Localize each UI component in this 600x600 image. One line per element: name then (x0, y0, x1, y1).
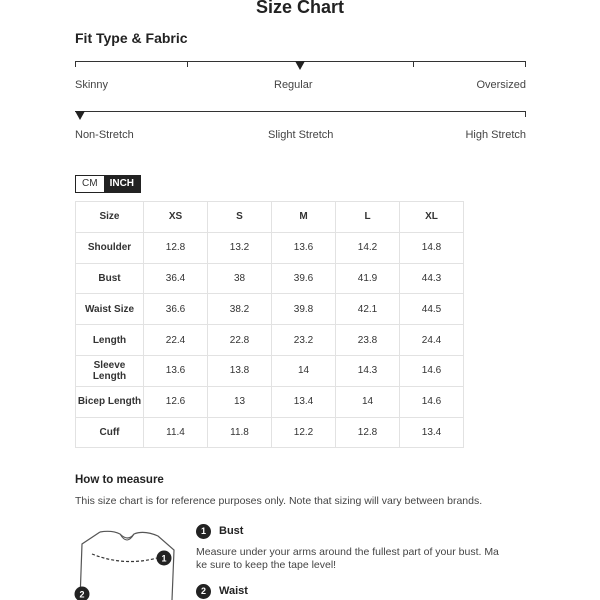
fit-type-tick (413, 61, 414, 67)
table-cell: 14.2 (336, 232, 400, 263)
table-cell: 23.8 (336, 325, 400, 356)
table-row (76, 232, 464, 263)
how-to-measure-title: How to measure (75, 474, 164, 486)
table-row (76, 386, 464, 417)
table-row (76, 325, 464, 356)
unit-toggle (75, 175, 141, 193)
table-cell: 13 (208, 386, 272, 417)
table-row-label: Bust (76, 263, 144, 294)
table-row (76, 417, 464, 448)
fit-type-label-oversized: Oversized (476, 79, 526, 91)
step-1-description: Measure under your arms around the fullest part of your bust. Make sure to keep the tape level! (196, 546, 499, 571)
table-row-label: Cuff (76, 417, 144, 448)
table-row-label: Bicep Length (76, 386, 144, 417)
how-to-measure-note: This size chart is for reference purposes only. Note that sizing will vary between brands. (75, 495, 483, 507)
table-header-cell: S (208, 202, 272, 233)
table-row (76, 263, 464, 294)
table-row (76, 294, 464, 325)
unit-inch-button[interactable]: INCH (104, 176, 140, 192)
table-cell: 38 (208, 263, 272, 294)
table-cell: 13.8 (208, 355, 272, 386)
step-2-badge: 2 (196, 584, 211, 599)
table-cell: 14.3 (336, 355, 400, 386)
table-cell: 12.8 (336, 417, 400, 448)
stretch-label-high: High Stretch (465, 129, 526, 141)
table-cell: 41.9 (336, 263, 400, 294)
table-cell: 11.4 (144, 417, 208, 448)
bust-marker-number: 1 (161, 553, 167, 564)
table-cell: 14 (272, 355, 336, 386)
table-cell: 36.6 (144, 294, 208, 325)
stretch-line (75, 111, 526, 112)
stretch-marker-icon (75, 111, 85, 120)
table-cell: 39.6 (272, 263, 336, 294)
table-cell: 22.8 (208, 325, 272, 356)
unit-cm-button[interactable]: CM (76, 176, 104, 192)
table-cell: 14.6 (400, 355, 464, 386)
table-row-label: Waist Size (76, 294, 144, 325)
waist-marker-number: 2 (79, 589, 85, 600)
step-2-title: Waist (219, 585, 248, 597)
table-row-label: Sleeve Length (76, 355, 144, 386)
table-cell: 24.4 (400, 325, 464, 356)
stretch-label-non: Non-Stretch (75, 129, 134, 141)
step-1-title: Bust (219, 525, 244, 537)
fit-type-label-regular: Regular (274, 79, 313, 91)
table-cell: 36.4 (144, 263, 208, 294)
table-cell: 14 (336, 386, 400, 417)
table-row-label: Length (76, 325, 144, 356)
table-cell: 12.6 (144, 386, 208, 417)
table-cell: 13.2 (208, 232, 272, 263)
table-header-cell: Size (76, 202, 144, 233)
table-cell: 11.8 (208, 417, 272, 448)
fit-type-tick (187, 61, 188, 67)
fit-type-label-skinny: Skinny (75, 79, 109, 91)
fit-section-title: Fit Type & Fabric (75, 30, 188, 46)
table-header-row (76, 202, 464, 233)
table-cell: 38.2 (208, 294, 272, 325)
table-cell: 23.2 (272, 325, 336, 356)
table-cell: 12.8 (144, 232, 208, 263)
page-title: Size Chart (255, 0, 345, 17)
table-cell: 42.1 (336, 294, 400, 325)
fit-type-tick (525, 61, 526, 67)
table-row (76, 355, 464, 386)
table-cell: 22.4 (144, 325, 208, 356)
table-header-cell: XL (400, 202, 464, 233)
table-cell: 44.5 (400, 294, 464, 325)
fit-type-marker-icon (295, 61, 305, 70)
fit-type-scale (75, 61, 526, 71)
table-cell: 13.6 (144, 355, 208, 386)
table-header-cell: XS (144, 202, 208, 233)
table-header-cell: L (336, 202, 400, 233)
step-1-badge: 1 (196, 524, 211, 539)
shirt-diagram-icon (72, 528, 182, 600)
table-cell: 12.2 (272, 417, 336, 448)
stretch-label-slight: Slight Stretch (268, 129, 334, 141)
stretch-tick (525, 111, 526, 117)
table-cell: 44.3 (400, 263, 464, 294)
fit-type-tick (75, 61, 76, 67)
table-row-label: Shoulder (76, 232, 144, 263)
table-cell: 14.8 (400, 232, 464, 263)
size-table (75, 201, 464, 448)
table-cell: 39.8 (272, 294, 336, 325)
table-header-cell: M (272, 202, 336, 233)
table-cell: 14.6 (400, 386, 464, 417)
stretch-scale (75, 111, 526, 121)
table-cell: 13.4 (400, 417, 464, 448)
table-cell: 13.4 (272, 386, 336, 417)
table-cell: 13.6 (272, 232, 336, 263)
